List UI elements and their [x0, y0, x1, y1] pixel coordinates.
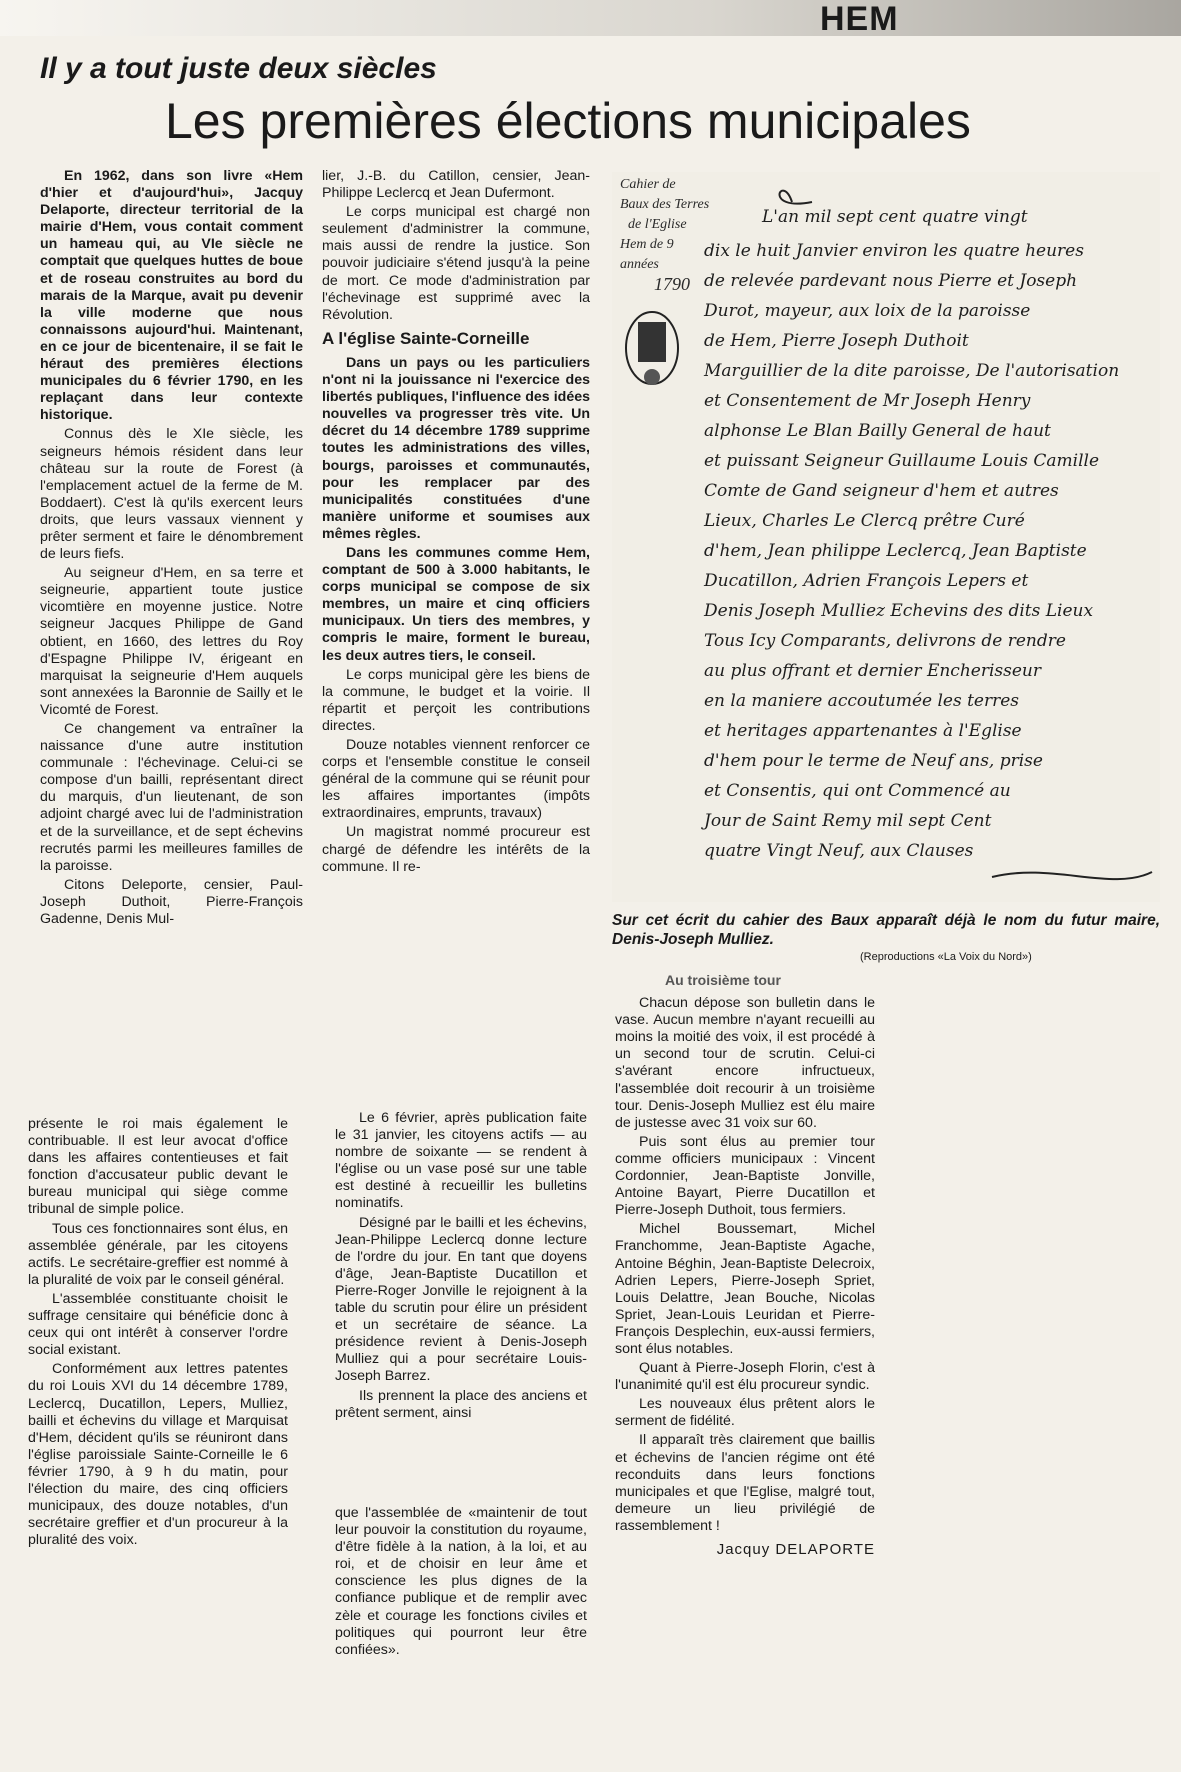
- paragraph: Les nouveaux élus prêtent alors le serment de fidélité.: [615, 1396, 875, 1430]
- manuscript-line: de relevée pardevant nous Pierre et Joseph: [704, 271, 1078, 291]
- subheading: Au troisième tour: [665, 972, 781, 988]
- margin-note-line: 1790: [654, 274, 690, 294]
- manuscript-line: d'hem pour le terme de Neuf ans, prise: [704, 751, 1043, 771]
- paragraph: L'assemblée constituante choisit le suffrage censitaire qui bénéficie donc à ceux qui ont intérêt à conserver l'ordre social existant.: [28, 1290, 288, 1359]
- photo-credit: (Reproductions «La Voix du Nord»): [860, 951, 1032, 963]
- manuscript-line: en la maniere accoutumée les terres: [704, 691, 1020, 711]
- manuscript-line: et Consentis, qui ont Commencé au: [704, 781, 1011, 801]
- paragraph: Citons Deleporte, censier, Paul-Joseph Duthoit, Pierre-François Gadenne, Denis Mul-: [40, 876, 303, 928]
- manuscript-line: de Hem, Pierre Joseph Duthoit: [704, 331, 969, 351]
- manuscript-line: Marguillier de la dite paroisse, De l'autorisation: [704, 361, 1120, 381]
- paragraph: Michel Boussemart, Michel Franchomme, Jean-Baptiste Agache, Antoine Béghin, Jean-Baptiste Delecroix, Adrien Lepers, Pierre-Joseph Spriet, Louis Delattre, Jean Bouche, Nicolas Spriet, Jean-Louis Leuridan et Pierre-François Desplechin, eux-aussi fermiers, sont élus notables.: [615, 1221, 875, 1357]
- manuscript-line: et heritages appartenantes à l'Eglise: [704, 721, 1022, 741]
- margin-note-line: années: [620, 257, 659, 272]
- paragraph: Douze notables viennent renforcer ce corps et l'ensemble constitue le conseil général de la commune qui se réunit pour les affaires importantes (impôts extraordinaires, emprunts, travaux): [322, 737, 590, 822]
- paragraph: Le corps municipal gère les biens de la commune, le budget et la voirie. Il répartit et perçoit les contributions directes.: [322, 666, 590, 734]
- manuscript-line: au plus offrant et dernier Encherisseur: [704, 661, 1041, 681]
- paragraph: Quant à Pierre-Joseph Florin, c'est à l'unanimité qu'il est élu procureur syndic.: [615, 1360, 875, 1394]
- paragraph: lier, J.-B. du Catillon, censier, Jean-Philippe Leclercq et Jean Dufermont.: [322, 168, 590, 202]
- column-2-upper: [322, 168, 590, 878]
- paragraph: Ce changement va entraîner la naissance d'une autre institution communale : l'échevinage. Celui-ci se compose d'un bailli, représentant direct du marquis, d'un lieutenant, de son adjoint chargé avec lui de l'administration et de la surveillance, et de sept échevins recrutés parmi les meilleures familles de la paroisse.: [40, 721, 303, 874]
- paragraph: que l'assemblée de «maintenir de tout leur pouvoir la constitution du royaume, d'être fidèle à la nation, à la loi, et au roi, et de choisir en leur âme et conscience les plus dignes de la confiance publique et de remplir avec zèle et courage les fonctions civiles et politiques qui pourront leur être confiées».: [335, 1505, 587, 1658]
- manuscript-line: Jour de Saint Remy mil sept Cent: [704, 811, 992, 831]
- section-banner: [0, 0, 1181, 36]
- author-signature: Jacquy DELAPORTE: [716, 1541, 875, 1558]
- manuscript-line: quatre Vingt Neuf, aux Clauses: [704, 841, 974, 861]
- column-2-lower: [335, 1110, 587, 1424]
- paragraph: Il apparaît très clairement que baillis et échevins de l'ancien régime ont été reconduits dans leurs fonctions municipales et que l'Eglise, malgré tout, demeure un lieu privilégié de rassemblement !: [615, 1432, 875, 1534]
- margin-note-line: Hem de 9: [620, 237, 674, 252]
- manuscript-line: Ducatillon, Adrien François Lepers et: [704, 571, 1029, 591]
- manuscript-line: L'an mil sept cent quatre vingt: [762, 207, 1028, 227]
- manuscript-line: et puissant Seigneur Guillaume Louis Camille: [704, 451, 1100, 471]
- paragraph: Le corps municipal est chargé non seulement d'administrer la commune, mais aussi de rendre la justice. Son pouvoir judiciaire s'étend jusqu'à la peine de mort. Ce mode d'administration par l'échevinage est supprimé avec la Révolution.: [322, 204, 590, 323]
- paragraph: Connus dès le XIe siècle, les seigneurs hémois résident dans leur château sur la route de Forest (à l'emplacement actuel de la ferme de M. Boddaert). C'est là qu'ils exercent leurs droits, que leurs vassaux viennent y prêter serment et faire le dénombrement de leurs fiefs.: [40, 426, 303, 563]
- manuscript-line: Durot, mayeur, aux loix de la paroisse: [704, 301, 1031, 321]
- manuscript-image: [612, 172, 1160, 902]
- column-2-bottom: [335, 1505, 587, 1661]
- section-title: HEM: [820, 0, 899, 38]
- image-caption: Sur cet écrit du cahier des Baux apparaît déjà le nom du futur maire, Denis-Joseph Mulliez.: [612, 912, 1160, 948]
- paragraph: Le 6 février, après publication faite le 31 janvier, les citoyens actifs — au nombre de soixante — se rendent à l'église ou un vase posé sur une table est destiné à recueillir les bulletins nominatifs.: [335, 1110, 587, 1212]
- kicker: Il y a tout juste deux siècles: [40, 52, 437, 85]
- manuscript-line: Lieux, Charles Le Clercq prêtre Curé: [704, 511, 1025, 531]
- margin-note-line: de l'Eglise: [628, 217, 687, 232]
- manuscript-line: dix le huit Janvier environ les quatre heures: [704, 241, 1084, 261]
- manuscript-line: Denis Joseph Mulliez Echevins des dits Lieux: [704, 601, 1094, 621]
- paragraph: Chacun dépose son bulletin dans le vase. Aucun membre n'ayant recueilli au moins la moitié des voix, il est procédé à un second tour de scrutin. Celui-ci s'avérant encore infructueux, l'assemblée doit recourir à un troisième tour. Denis-Joseph Mulliez est élu maire de justesse avec 31 voix sur 60.: [615, 995, 875, 1131]
- paragraph: Ils prennent la place des anciens et prêtent serment, ainsi: [335, 1387, 587, 1421]
- subheading: A l'église Sainte-Corneille: [322, 328, 530, 348]
- paragraph: Dans les communes comme Hem, comptant de 500 à 3.000 habitants, le corps municipal se compose de six membres, un maire et cinq officiers municipaux. Un tiers des membres, y compris le maire, forment le bureau, les deux autres tiers, le conseil.: [322, 544, 590, 664]
- column-1-lower: [28, 1116, 288, 1551]
- column-3: [615, 972, 875, 1560]
- manuscript-line: Comte de Gand seigneur d'hem et autres: [704, 481, 1059, 501]
- paragraph: Désigné par le bailli et les échevins, Jean-Philippe Leclercq donne lecture de l'ordre du jour. En tant que doyens d'âge, Jean-Baptiste Ducatillon et Pierre-Roger Jonville le rejoignent à la table du scrutin pour élire un président et un secrétaire de séance. La présidence revient à Denis-Joseph Mulliez qui a pour secrétaire Louis-Joseph Barrez.: [335, 1214, 587, 1385]
- margin-note-line: Cahier de: [620, 177, 676, 192]
- manuscript-line: alphonse Le Blan Bailly General de haut: [704, 421, 1051, 441]
- lead-paragraph: En 1962, dans son livre «Hem d'hier et d'aujourd'hui», Jacquy Delaporte, directeur territorial de la mairie d'Hem, vous contait comment un hameau qui, au VIe siècle ne comptait que quelques huttes de boue et de roseau construites au bord du marais de la Marque, avait pu devenir la ville moderne que nous connaissons aujourd'hui. Maintenant, en ce jour de bicentenaire, il se fait le héraut des premières élections municipales du 6 février 1790, en les replaçant dans leur contexte historique.: [40, 168, 303, 424]
- paragraph: Conformément aux lettres patentes du roi Louis XVI du 14 décembre 1789, Leclercq, Ducatillon, Lepers, Mulliez, bailli et échevins du village et Marquisat d'Hem, décident qu'ils se réuniront dans l'église paroissiale Sainte-Corneille le 6 février 1790, à 9 h du matin, pour l'élection du maire, des cinq officiers municipaux, des douze notables, d'un secrétaire greffier et d'un procureur à la pluralité des voix.: [28, 1361, 288, 1549]
- margin-note-line: Baux des Terres: [620, 197, 710, 212]
- manuscript-line: et Consentement de Mr Joseph Henry: [704, 391, 1031, 411]
- paragraph: Tous ces fonctionnaires sont élus, en assemblée générale, par les citoyens actifs. Le secrétaire-greffier est nommé à la pluralité de voix par le conseil général.: [28, 1220, 288, 1288]
- paragraph: Dans un pays ou les particuliers n'ont ni la jouissance ni l'exercice des libertés publiques, l'influence des idées nouvelles va progresser très vite. Un décret du 14 décembre 1789 supprime toutes les administrations des villes, bourgs, paroisses et communautés, pour les remplacer par des municipalités constituées d'une manière uniforme et soumises aux mêmes règles.: [322, 354, 590, 542]
- headline: Les premières élections municipales: [165, 93, 971, 149]
- manuscript-line: Tous Icy Comparants, delivrons de rendre: [704, 631, 1066, 651]
- paragraph: Au seigneur d'Hem, en sa terre et seigneurie, appartient toute justice vicomtière en moyenne justice. Notre seigneur Jacques Philippe de Gand obtient, en 1660, des lettres du Roy d'Espagne Philippe IV, érigeant en marquisat la seigneurie d'Hem auquels sont annexées la Baronnie de Sailly et le Vicomté de Forest.: [40, 565, 303, 718]
- column-1-upper: [40, 168, 303, 930]
- paragraph: Un magistrat nommé procureur est chargé de défendre les intérêts de la commune. Il re-: [322, 824, 590, 875]
- paragraph: présente le roi mais également le contribuable. Il est leur avocat d'office dans les affaires contentieuses et fait fonction d'accusateur public devant le bureau municipal qui siège comme tribunal de simple police.: [28, 1116, 288, 1218]
- manuscript-line: d'hem, Jean philippe Leclercq, Jean Baptiste: [704, 541, 1087, 561]
- paragraph: Puis sont élus au premier tour comme officiers municipaux : Vincent Cordonnier, Jean-Baptiste Jonville, Antoine Bayart, Pierre Ducatillon et Pierre-Joseph Duthoit, tous fermiers.: [615, 1133, 875, 1219]
